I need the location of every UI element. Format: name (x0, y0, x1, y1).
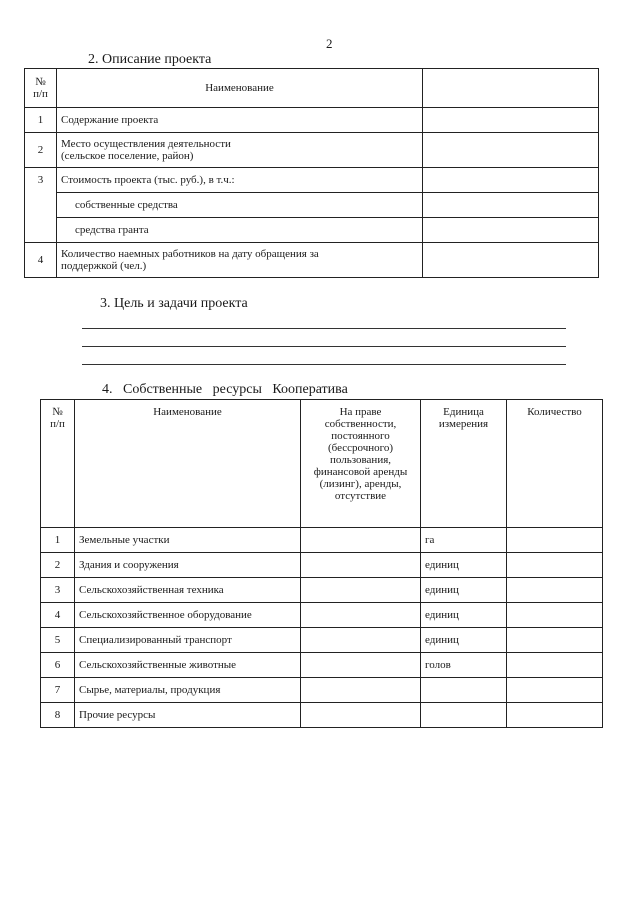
answer-line[interactable] (82, 328, 566, 329)
answer-line[interactable] (82, 346, 566, 347)
row-name: Сельскохозяйственная техника (75, 578, 301, 603)
row-name: Здания и сооружения (75, 553, 301, 578)
row-name: собственные средства (57, 193, 423, 218)
row-num: 4 (41, 603, 75, 628)
table-row (41, 678, 603, 703)
row-name: Место осуществления деятельности (сельское поселение, район) (57, 133, 423, 168)
row-num: 4 (25, 243, 57, 278)
table-row (25, 243, 599, 278)
table-row (41, 653, 603, 678)
row-num: 3 (25, 168, 57, 243)
row-value-cell[interactable] (423, 218, 599, 243)
table-row (41, 603, 603, 628)
row-qty-cell[interactable] (507, 678, 603, 703)
table-row (41, 628, 603, 653)
section-3-title: 3. Цель и задачи проекта (100, 296, 248, 311)
row-qty-cell[interactable] (507, 628, 603, 653)
cooperative-resources-table (40, 399, 603, 728)
row-num: 7 (41, 678, 75, 703)
section-2-title: 2. Описание проекта (88, 52, 212, 67)
header-name: Наименование (75, 400, 301, 528)
row-value-cell[interactable] (423, 108, 599, 133)
row-name: Сельскохозяйственное оборудование (75, 603, 301, 628)
table-row (41, 578, 603, 603)
row-right-cell[interactable] (301, 603, 421, 628)
table-row (25, 108, 599, 133)
row-name: Земельные участки (75, 528, 301, 553)
row-right-cell[interactable] (301, 628, 421, 653)
row-value-cell[interactable] (423, 193, 599, 218)
row-unit (421, 678, 507, 703)
row-num: 1 (25, 108, 57, 133)
row-right-cell[interactable] (301, 653, 421, 678)
row-value-cell[interactable] (423, 133, 599, 168)
row-num: 2 (41, 553, 75, 578)
row-num: 5 (41, 628, 75, 653)
row-qty-cell[interactable] (507, 603, 603, 628)
row-qty-cell[interactable] (507, 703, 603, 728)
row-right-cell[interactable] (301, 578, 421, 603)
header-unit: Единица измерения (421, 400, 507, 528)
table-row (25, 168, 599, 193)
row-right-cell[interactable] (301, 528, 421, 553)
header-right: На праве собственности, постоянного (бессрочного) пользования, финансовой аренды (лизинг), аренды, отсутствие (301, 400, 421, 528)
row-name: средства гранта (57, 218, 423, 243)
row-name: Количество наемных работников на дату обращения за поддержкой (чел.) (57, 243, 423, 278)
table-row (25, 193, 599, 218)
project-description-table (24, 68, 599, 278)
row-num: 1 (41, 528, 75, 553)
row-value-cell[interactable] (423, 243, 599, 278)
row-unit: га (421, 528, 507, 553)
row-num: 3 (41, 578, 75, 603)
row-value-cell[interactable] (423, 168, 599, 193)
row-unit: единиц (421, 628, 507, 653)
row-num: 6 (41, 653, 75, 678)
table-header-row (25, 69, 599, 108)
table-row (41, 528, 603, 553)
row-qty-cell[interactable] (507, 578, 603, 603)
table-row (25, 133, 599, 168)
row-name: Прочие ресурсы (75, 703, 301, 728)
row-num: 8 (41, 703, 75, 728)
row-right-cell[interactable] (301, 678, 421, 703)
row-name: Стоимость проекта (тыс. руб.), в т.ч.: (57, 168, 423, 193)
row-right-cell[interactable] (301, 553, 421, 578)
header-num: № п/п (41, 400, 75, 528)
row-num: 2 (25, 133, 57, 168)
table-row (41, 703, 603, 728)
header-num: № п/п (25, 69, 57, 108)
page-number: 2 (326, 36, 333, 51)
header-qty: Количество (507, 400, 603, 528)
table-row (41, 553, 603, 578)
row-unit: единиц (421, 553, 507, 578)
row-name: Сельскохозяйственные животные (75, 653, 301, 678)
header-name: Наименование (57, 69, 423, 108)
table-header-row (41, 400, 603, 528)
row-name: Содержание проекта (57, 108, 423, 133)
row-unit: единиц (421, 578, 507, 603)
row-name: Специализированный транспорт (75, 628, 301, 653)
row-unit: единиц (421, 603, 507, 628)
row-qty-cell[interactable] (507, 528, 603, 553)
row-right-cell[interactable] (301, 703, 421, 728)
row-unit (421, 703, 507, 728)
row-name: Сырье, материалы, продукция (75, 678, 301, 703)
row-unit: голов (421, 653, 507, 678)
header-value (423, 69, 599, 108)
answer-line[interactable] (82, 364, 566, 365)
row-qty-cell[interactable] (507, 553, 603, 578)
row-qty-cell[interactable] (507, 653, 603, 678)
table-row (25, 218, 599, 243)
section-4-title: 4. Собственные ресурсы Кооператива (102, 382, 348, 397)
